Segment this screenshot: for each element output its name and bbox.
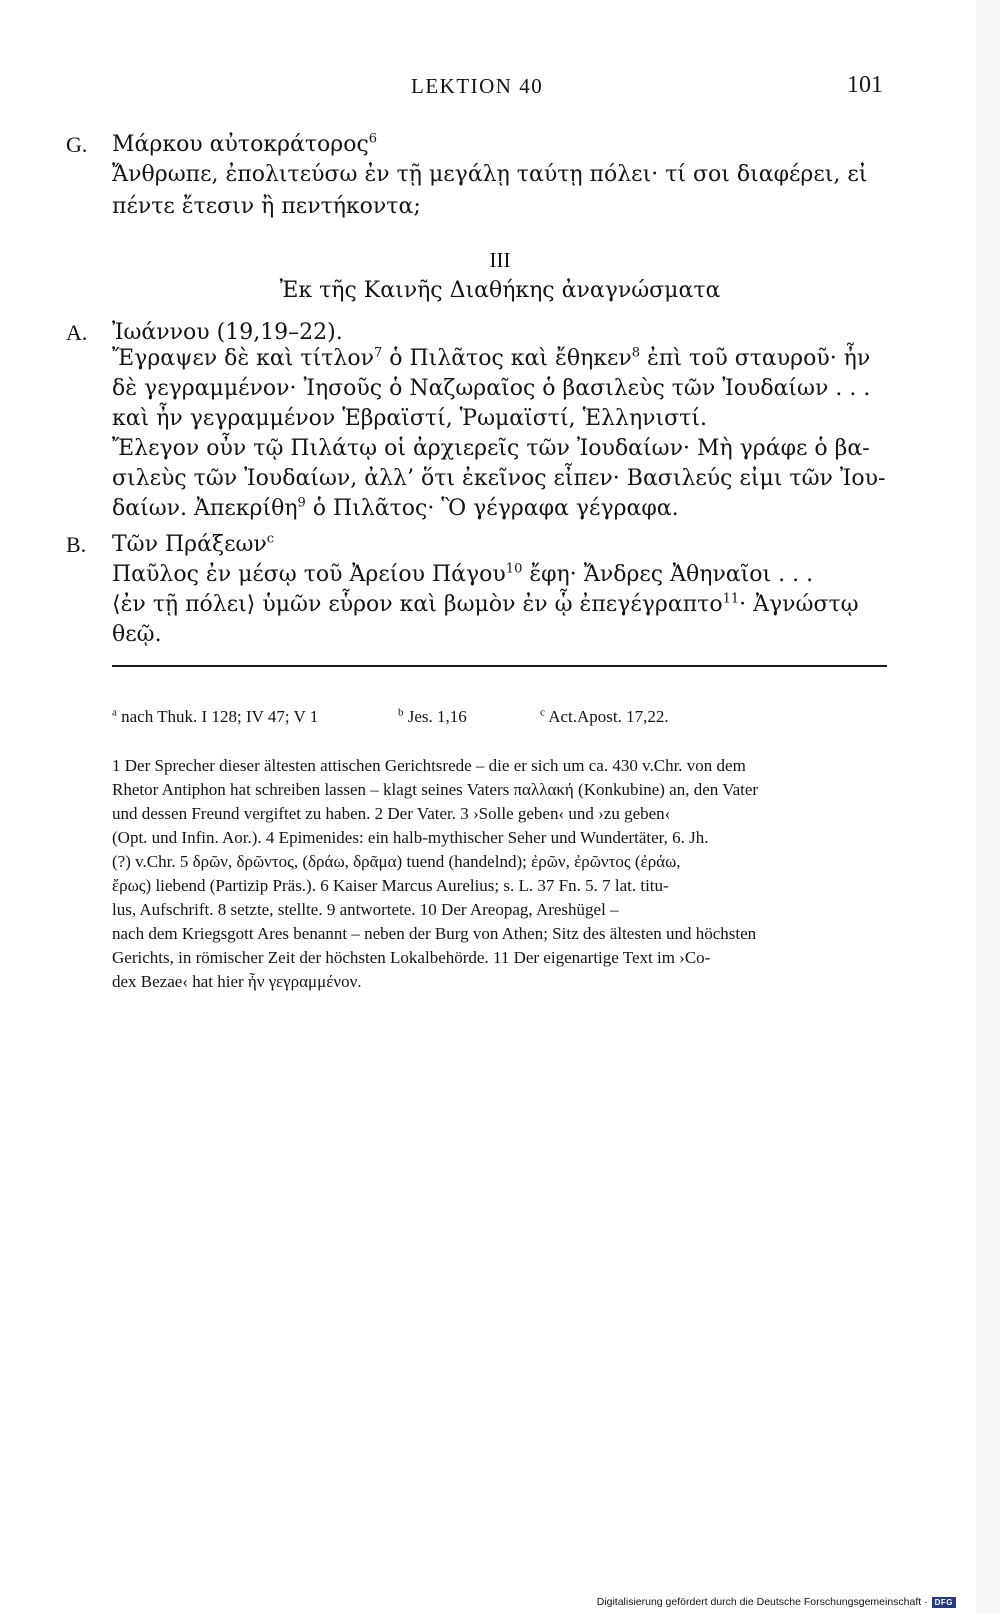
footnote-line: Gerichts, in römischer Zeit der höchsten Lokalbehörde. 11 Der eigenartige Text im ›Co- [112, 948, 711, 967]
section-a-line-5: σιλεὺς τῶν Ἰουδαίων, ἀλλ’ ὅτι ἐκεῖνος εἶπεν· Βασιλεύς εἰμι τῶν Ἰου- [112, 466, 886, 491]
section-a-line-3: καὶ ἦν γεγραμμένον Ἑβραϊστί, Ῥωμαϊστί, Ἑλληνιστί. [112, 406, 707, 431]
footnote-line: und dessen Freund vergiftet zu haben. 2 Der Vater. 3 ›Solle geben‹ und ›zu geben‹ [112, 804, 671, 823]
scan-edge [976, 0, 1000, 1613]
credit-text: Digitalisierung gefördert durch die Deutsche Forschungsgemeinschaft · [596, 1596, 928, 1608]
running-head: LEKTION 40 [411, 74, 544, 98]
section-g-line-2: πέντε ἔτεσιν ἢ πεντήκοντα; [112, 194, 421, 219]
section-b-line-3: θεῷ. [112, 622, 162, 647]
footnote-ref: 6 [368, 131, 378, 147]
dfg-logo: DFG [932, 1597, 956, 1608]
footnote-line: Rhetor Antiphon hat schreiben lassen – klagt seines Vaters παλλακή (Konkubine) an, den Vater [112, 780, 759, 799]
footnote-ref: 9 [297, 495, 306, 511]
section-a-line-4: Ἔλεγον οὖν τῷ Πιλάτῳ οἱ ἀρχιερεῖς τῶν Ἰουδαίων· Μὴ γράφε ὁ βα- [112, 436, 870, 461]
footnote-divider [112, 665, 887, 667]
source-note-c: $^c$ Act.Apost. 17,22. [540, 706, 669, 726]
footnote-line: nach dem Kriegsgott Ares benannt – neben der Burg von Athen; Sitz des ältesten und höchsten [112, 924, 757, 943]
footnote-line: dex Bezae‹ hat hier ἦν γεγραμμένον. [112, 972, 362, 991]
section-b-line-1: Παῦλος ἐν μέσῳ τοῦ Ἀρείου Πάγου$^{10}$ ἔφη· Ἄνδρες Ἀθηναῖοι . . . [112, 561, 814, 587]
section-b-marker: B. [66, 532, 87, 557]
section-a-marker: A. [66, 320, 88, 345]
footnote-ref: 10 [505, 561, 523, 577]
footnote-line: (?) v.Chr. 5 δρῶν, δρῶντος, (δράω, δρᾶμα) tuend (handelnd); ἐρῶν, ἐρῶντος (ἐράω, [112, 852, 681, 871]
digitization-credit [597, 1596, 956, 1608]
section-a-line-2: δὲ γεγραμμένον· Ἰησοῦς ὁ Ναζωραῖος ὁ βασιλεὺς τῶν Ἰουδαίων . . . [112, 376, 871, 401]
source-note-a: $^a$ nach Thuk. I 128; IV 47; V 1 [112, 706, 319, 726]
part-heading: Ἐκ τῆς Καινῆς Διαθήκης ἀναγνώσματα [279, 278, 721, 303]
footnote-ref: 7 [373, 345, 383, 361]
section-a-title: Ἰωάννου (19,19–22). [112, 320, 343, 345]
source-ref: c [266, 531, 275, 547]
footnote-ref: 11 [722, 591, 740, 607]
source-note-b: $^b$ Jes. 1,16 [398, 706, 467, 726]
section-a-line-1: Ἔγραψεν δὲ καὶ τίτλον$^7$ ὁ Πιλᾶτος καὶ ἔθηκεν$^8$ ἐπὶ τοῦ σταυροῦ· ἦν [112, 345, 871, 371]
section-b-title: Τῶν Πράξεων$^c$ [112, 531, 275, 557]
section-a-line-6: δαίων. Ἀπεκρίθη$^9$ ὁ Πιλᾶτος· Ὃ γέγραφα γέγραφα. [112, 495, 679, 521]
footnote-line: lus, Aufschrift. 8 setzte, stellte. 9 antwortete. 10 Der Areopag, Areshügel – [112, 900, 619, 919]
section-g-line-1: Ἄνθρωπε, ἐπολιτεύσω ἐν τῇ μεγάλῃ ταύτῃ πόλει· τί σοι διαφέρει, εἰ [112, 162, 868, 187]
footnote-line: 1 Der Sprecher dieser ältesten attischen Gerichtsrede – die er sich um ca. 430 v.Chr. von dem [112, 756, 746, 775]
section-g-title: Μάρκου αὐτοκράτορος$^6$ [112, 131, 378, 157]
page-header [0, 72, 1000, 108]
page-number: 101 [847, 72, 883, 98]
footnote-line: (Opt. und Infin. Aor.). 4 Epimenides: ein halb-mythischer Seher und Wundertäter, 6. Jh. [112, 828, 709, 847]
footnote-line: ἔρως) liebend (Partizip Präs.). 6 Kaiser Marcus Aurelius; s. L. 37 Fn. 5. 7 lat. titu- [112, 876, 669, 895]
part-numeral: III [489, 248, 511, 272]
footnote-ref: 8 [631, 345, 641, 361]
section-g-marker: G. [66, 132, 88, 157]
section-b-line-2: ⟨ἐν τῇ πόλει⟩ ὑμῶν εὗρον καὶ βωμὸν ἐν ᾧ ἐπεγέγραπτο$^{11}$· Ἀγνώστῳ [112, 591, 859, 617]
